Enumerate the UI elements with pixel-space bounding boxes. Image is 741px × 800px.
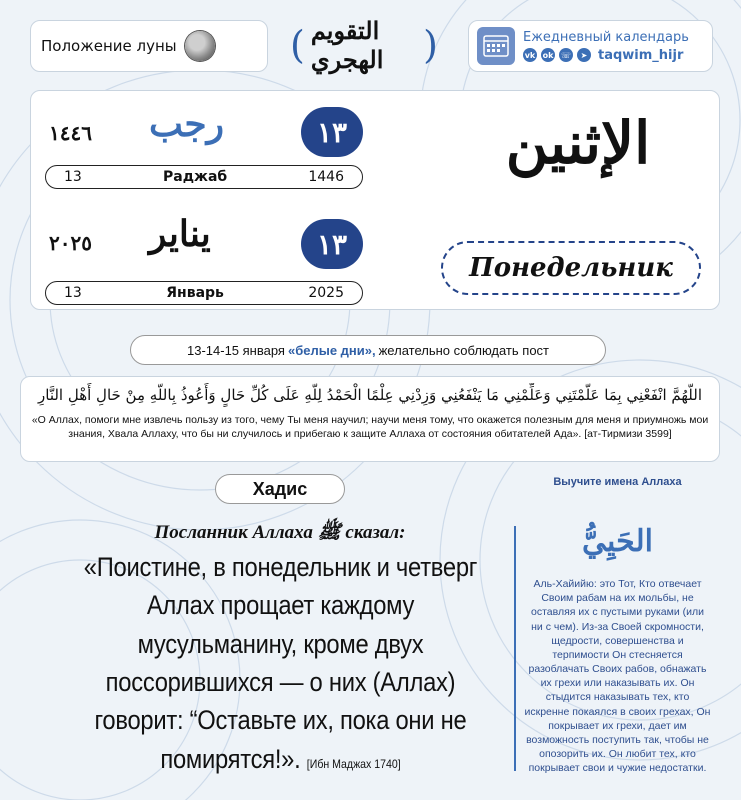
hijri-day: 13 [64, 169, 82, 185]
fast-note-text: желательно соблюдать пост [378, 342, 549, 358]
moon-position-label: Положение луны [41, 37, 177, 55]
whatsapp-icon[interactable]: ☏ [559, 48, 573, 62]
dua-arabic: اللَّهُمَّ انْفَعْنِي بِمَا عَلَّمْتَنِي وَعَلِّمْنِي مَا يَنْفَعُنِي وَزِدْنِي عِلْمًا الْحَمْدُ لِلَّهِ عَلَى كُلِّ حَالٍ وَأَعُوذُ بِاللَّهِ مِنْ حَالِ أَهْلِ النَّارِ [38, 386, 702, 404]
daily-calendar-box[interactable] [468, 20, 713, 72]
name-arabic: الحَيِيُّ [582, 524, 653, 559]
hadith-text: «Поистине, в понедельник и четверг Аллах прощает каждому мусульманину, кроме двух поссорившихся — о них (Аллах) говорит: “Оставьте их, пока они не помирятся!». [83, 552, 478, 774]
greg-year-arabic: ٢٠٢٥ [49, 231, 92, 255]
calendar-icon [477, 27, 515, 65]
names-divider [514, 526, 516, 771]
names-title: Выучите имена Аллаха [553, 476, 682, 488]
weekday-russian: Понедельник [441, 241, 701, 295]
greg-year: 2025 [308, 285, 344, 301]
hijri-day-badge: ١٣ [301, 107, 363, 157]
greg-day-badge: ١٣ [301, 219, 363, 269]
ornament-right-icon: ) [423, 23, 438, 67]
hijri-calendar-title-box [284, 16, 444, 74]
date-panel [30, 90, 720, 310]
ok-icon[interactable]: ok [541, 48, 555, 62]
ornament-left-icon: ( [290, 23, 305, 67]
hijri-year-arabic: ١٤٤٦ [49, 121, 92, 145]
hadith-reference: [Ибн Маджах 1740] [306, 756, 401, 771]
names-of-allah-box [514, 466, 721, 786]
vk-icon[interactable]: vk [523, 48, 537, 62]
channel-handle[interactable]: taqwim_hijr [598, 47, 684, 63]
dua-box [20, 376, 720, 462]
moon-position-box[interactable] [30, 20, 268, 72]
hijri-calendar-title: التقويم الهجري [310, 16, 384, 74]
name-description: Аль-Хайийю: это Тот, Кто отвечает Своим рабам на их мольбы, не оставляя их с пустыми руками (или ни с чем). Из-за Своей скромности, щедрости, совершенства и терпимости Он стесняется разоблачать Своих рабов, обнажать их грехи или наказывать их. Он стыдится наказывать тех, кто искренне покаялся в своих грехах, Он покрывает их грехи, дает им возможность поступить так, чтобы не опозорить их. Он любит тех, кто покрывает свои и чужие недостатки. [524, 578, 711, 775]
greg-date-row [45, 281, 363, 305]
moon-icon [185, 31, 215, 61]
greg-month-arabic: يناير [149, 213, 211, 255]
greg-day: 13 [64, 285, 82, 301]
weekday-arabic: الإثنين [505, 109, 651, 177]
telegram-icon[interactable]: ➤ [577, 48, 591, 62]
white-days-note [130, 335, 606, 365]
fast-note-dates: 13-14-15 января [186, 342, 285, 358]
hadith-title: Хадис [215, 474, 345, 504]
hadith-body [67, 548, 494, 778]
daily-calendar-title: Ежедневный календарь [523, 29, 689, 45]
hijri-date-row [45, 165, 363, 189]
hijri-month: Раджаб [163, 169, 228, 185]
hadith-intro: Посланник Аллаха ﷺ сказал: [154, 522, 406, 543]
dua-translation: «О Аллах, помоги мне извлечь пользу из того, чему Ты меня научил; научи меня тому, что окажется полезным для меня и приумножь мои знания, Хвала Аллаху, что бы ни случилось и прибегаю к защите Аллаха от состояния обитателей Ада». [ат-Тирмизи 3599] [31, 414, 709, 441]
fast-note-highlight: «белые дни», [287, 342, 376, 358]
greg-month: Январь [166, 285, 224, 301]
hijri-year: 1446 [308, 169, 344, 185]
hijri-month-arabic: رجب [149, 103, 224, 145]
